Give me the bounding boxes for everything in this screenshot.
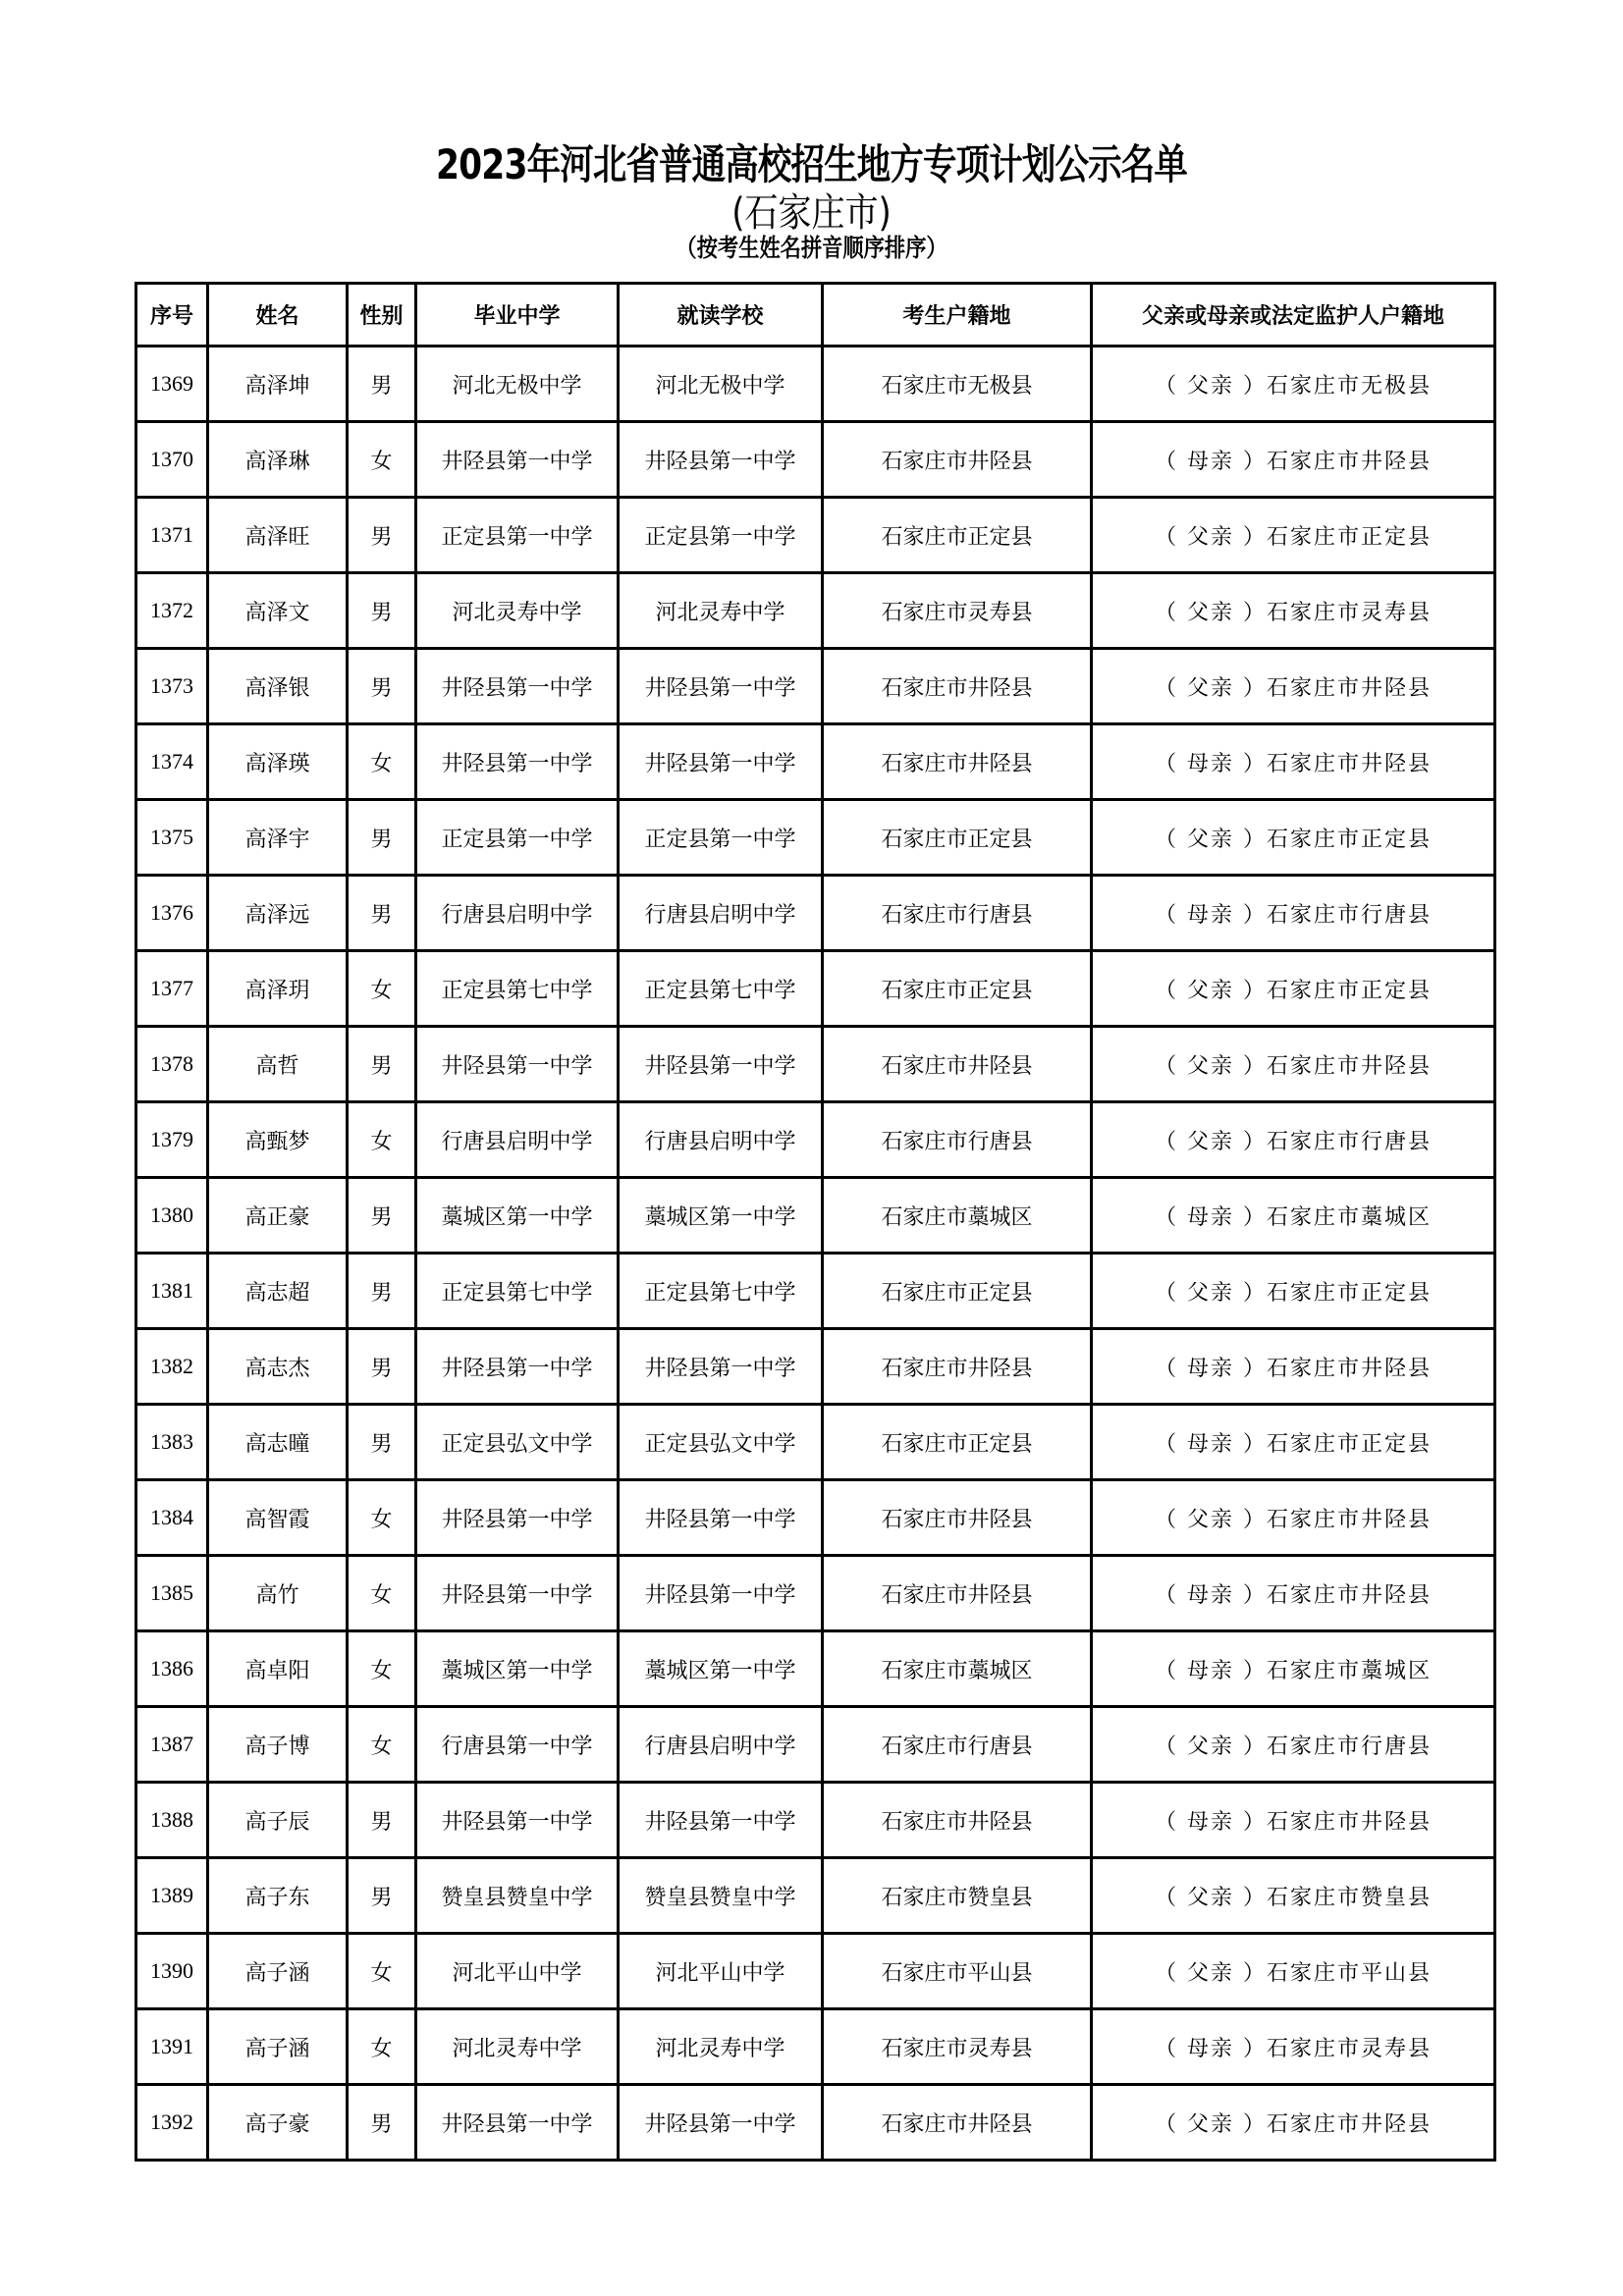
cell-guardian-hukou: （ 父亲 ）石家庄市正定县 [1092,498,1495,573]
cell-guardian-hukou: （ 父亲 ）石家庄市行唐县 [1092,1102,1495,1178]
table-row [136,1254,1495,1329]
header-grad-school: 毕业中学 [416,284,619,347]
table-row [136,1102,1495,1178]
cell-name: 高志超 [208,1254,348,1329]
cell-no: 1372 [136,573,208,649]
cell-current-school: 井陉县第一中学 [619,1027,823,1102]
cell-guardian-hukou: （ 父亲 ）石家庄市无极县 [1092,347,1495,422]
cell-no: 1374 [136,724,208,800]
cell-hukou: 石家庄市井陉县 [823,1783,1092,1858]
table-row [136,498,1495,573]
cell-guardian-hukou: （ 父亲 ）石家庄市行唐县 [1092,1707,1495,1783]
cell-name: 高子豪 [208,2085,348,2161]
cell-name: 高泽玥 [208,951,348,1027]
cell-grad-school: 井陉县第一中学 [416,1027,619,1102]
cell-name: 高泽旺 [208,498,348,573]
table-row [136,1707,1495,1783]
sort-note: （按考生姓名拼音顺序排序） [676,234,947,262]
cell-name: 高智霞 [208,1480,348,1556]
cell-grad-school: 正定县第一中学 [416,498,619,573]
cell-hukou: 石家庄市赞皇县 [823,1858,1092,1934]
cell-hukou: 石家庄市正定县 [823,498,1092,573]
cell-no: 1371 [136,498,208,573]
cell-no: 1384 [136,1480,208,1556]
cell-grad-school: 河北平山中学 [416,1934,619,2009]
cell-gender: 男 [348,1858,416,1934]
cell-name: 高泽琳 [208,422,348,498]
table-row [136,1480,1495,1556]
cell-no: 1379 [136,1102,208,1178]
cell-no: 1387 [136,1707,208,1783]
cell-gender: 男 [348,649,416,724]
cell-name: 高泽银 [208,649,348,724]
cell-grad-school: 井陉县第一中学 [416,1783,619,1858]
cell-grad-school: 正定县第七中学 [416,1254,619,1329]
cell-current-school: 正定县第一中学 [619,498,823,573]
cell-grad-school: 赞皇县赞皇中学 [416,1858,619,1934]
cell-hukou: 石家庄市井陉县 [823,649,1092,724]
cell-hukou: 石家庄市井陉县 [823,1027,1092,1102]
table-row [136,1556,1495,1631]
cell-name: 高泽瑛 [208,724,348,800]
table-row [136,1329,1495,1405]
cell-gender: 女 [348,1934,416,2009]
cell-gender: 女 [348,422,416,498]
cell-guardian-hukou: （ 母亲 ）石家庄市井陉县 [1092,1783,1495,1858]
cell-hukou: 石家庄市藁城区 [823,1631,1092,1707]
table-row [136,1783,1495,1858]
cell-name: 高子辰 [208,1783,348,1858]
cell-guardian-hukou: （ 母亲 ）石家庄市井陉县 [1092,724,1495,800]
header-guardian-hukou: 父亲或母亲或法定监护人户籍地 [1092,284,1495,347]
table-row [136,2085,1495,2161]
cell-no: 1380 [136,1178,208,1254]
cell-guardian-hukou: （ 母亲 ）石家庄市正定县 [1092,1405,1495,1480]
cell-no: 1392 [136,2085,208,2161]
cell-no: 1377 [136,951,208,1027]
cell-hukou: 石家庄市正定县 [823,1405,1092,1480]
cell-no: 1385 [136,1556,208,1631]
cell-current-school: 行唐县启明中学 [619,1102,823,1178]
cell-guardian-hukou: （ 父亲 ）石家庄市正定县 [1092,951,1495,1027]
cell-no: 1383 [136,1405,208,1480]
cell-no: 1390 [136,1934,208,2009]
cell-guardian-hukou: （ 父亲 ）石家庄市赞皇县 [1092,1858,1495,1934]
cell-grad-school: 行唐县启明中学 [416,876,619,951]
cell-gender: 女 [348,1631,416,1707]
header-hukou: 考生户籍地 [823,284,1092,347]
cell-no: 1376 [136,876,208,951]
cell-grad-school: 井陉县第一中学 [416,2085,619,2161]
cell-no: 1378 [136,1027,208,1102]
cell-guardian-hukou: （ 父亲 ）石家庄市平山县 [1092,1934,1495,2009]
cell-grad-school: 正定县弘文中学 [416,1405,619,1480]
cell-current-school: 行唐县启明中学 [619,1707,823,1783]
cell-guardian-hukou: （ 母亲 ）石家庄市井陉县 [1092,1556,1495,1631]
cell-current-school: 井陉县第一中学 [619,1556,823,1631]
document-title: 2023年河北省普通高校招生地方专项计划公示名单 [436,140,1187,188]
cell-current-school: 井陉县第一中学 [619,724,823,800]
cell-gender: 男 [348,876,416,951]
cell-name: 高子博 [208,1707,348,1783]
cell-grad-school: 河北灵寿中学 [416,573,619,649]
cell-grad-school: 井陉县第一中学 [416,1480,619,1556]
cell-hukou: 石家庄市无极县 [823,347,1092,422]
cell-grad-school: 河北灵寿中学 [416,2009,619,2085]
cell-current-school: 井陉县第一中学 [619,2085,823,2161]
table-row [136,951,1495,1027]
cell-gender: 女 [348,1480,416,1556]
cell-no: 1375 [136,800,208,876]
cell-hukou: 石家庄市正定县 [823,1254,1092,1329]
cell-current-school: 井陉县第一中学 [619,649,823,724]
cell-guardian-hukou: （ 父亲 ）石家庄市灵寿县 [1092,573,1495,649]
cell-grad-school: 井陉县第一中学 [416,1329,619,1405]
cell-guardian-hukou: （ 母亲 ）石家庄市行唐县 [1092,876,1495,951]
cell-hukou: 石家庄市井陉县 [823,422,1092,498]
cell-current-school: 井陉县第一中学 [619,1329,823,1405]
cell-gender: 男 [348,1405,416,1480]
cell-name: 高子涵 [208,1934,348,2009]
cell-current-school: 正定县第一中学 [619,800,823,876]
cell-grad-school: 行唐县启明中学 [416,1102,619,1178]
cell-no: 1386 [136,1631,208,1707]
cell-name: 高竹 [208,1556,348,1631]
cell-gender: 男 [348,1178,416,1254]
cell-hukou: 石家庄市井陉县 [823,1480,1092,1556]
cell-current-school: 正定县第七中学 [619,1254,823,1329]
cell-hukou: 石家庄市行唐县 [823,1707,1092,1783]
table-row [136,1934,1495,2009]
cell-gender: 男 [348,347,416,422]
cell-gender: 男 [348,498,416,573]
cell-guardian-hukou: （ 父亲 ）石家庄市井陉县 [1092,1027,1495,1102]
table-row [136,724,1495,800]
table-row [136,2009,1495,2085]
cell-grad-school: 井陉县第一中学 [416,724,619,800]
cell-name: 高哲 [208,1027,348,1102]
cell-grad-school: 河北无极中学 [416,347,619,422]
cell-current-school: 行唐县启明中学 [619,876,823,951]
cell-guardian-hukou: （ 父亲 ）石家庄市正定县 [1092,1254,1495,1329]
cell-gender: 女 [348,951,416,1027]
cell-current-school: 河北平山中学 [619,1934,823,2009]
table-row [136,1858,1495,1934]
header-name: 姓名 [208,284,348,347]
cell-gender: 男 [348,573,416,649]
cell-guardian-hukou: （ 父亲 ）石家庄市井陉县 [1092,2085,1495,2161]
cell-guardian-hukou: （ 母亲 ）石家庄市井陉县 [1092,422,1495,498]
cell-current-school: 井陉县第一中学 [619,422,823,498]
cell-hukou: 石家庄市灵寿县 [823,573,1092,649]
header-current-school: 就读学校 [619,284,823,347]
cell-grad-school: 藁城区第一中学 [416,1631,619,1707]
cell-current-school: 正定县第七中学 [619,951,823,1027]
cell-name: 高正豪 [208,1178,348,1254]
cell-gender: 男 [348,2085,416,2161]
cell-name: 高泽远 [208,876,348,951]
cell-name: 高卓阳 [208,1631,348,1707]
cell-gender: 男 [348,800,416,876]
table-row [136,347,1495,422]
cell-gender: 女 [348,1556,416,1631]
table-row [136,800,1495,876]
cell-gender: 男 [348,1783,416,1858]
cell-hukou: 石家庄市行唐县 [823,876,1092,951]
cell-name: 高志曈 [208,1405,348,1480]
table-row [136,573,1495,649]
cell-grad-school: 行唐县第一中学 [416,1707,619,1783]
cell-current-school: 藁城区第一中学 [619,1631,823,1707]
table-row [136,1027,1495,1102]
table-header-row [136,284,1495,347]
cell-no: 1381 [136,1254,208,1329]
cell-guardian-hukou: （ 母亲 ）石家庄市灵寿县 [1092,2009,1495,2085]
table-row [136,649,1495,724]
cell-current-school: 井陉县第一中学 [619,1783,823,1858]
cell-no: 1382 [136,1329,208,1405]
cell-gender: 女 [348,1707,416,1783]
cell-hukou: 石家庄市井陉县 [823,1556,1092,1631]
cell-name: 高志杰 [208,1329,348,1405]
cell-guardian-hukou: （ 父亲 ）石家庄市井陉县 [1092,1480,1495,1556]
document-subtitle: (石家庄市) [731,190,892,236]
cell-current-school: 赞皇县赞皇中学 [619,1858,823,1934]
cell-grad-school: 井陉县第一中学 [416,1556,619,1631]
cell-name: 高子涵 [208,2009,348,2085]
table-row [136,1405,1495,1480]
cell-gender: 男 [348,1329,416,1405]
cell-hukou: 石家庄市井陉县 [823,724,1092,800]
cell-grad-school: 藁城区第一中学 [416,1178,619,1254]
cell-grad-school: 井陉县第一中学 [416,649,619,724]
cell-current-school: 正定县弘文中学 [619,1405,823,1480]
cell-hukou: 石家庄市正定县 [823,951,1092,1027]
cell-no: 1373 [136,649,208,724]
cell-name: 高甄梦 [208,1102,348,1178]
cell-guardian-hukou: （ 父亲 ）石家庄市正定县 [1092,800,1495,876]
cell-current-school: 藁城区第一中学 [619,1178,823,1254]
cell-current-school: 井陉县第一中学 [619,1480,823,1556]
cell-grad-school: 正定县第七中学 [416,951,619,1027]
cell-gender: 女 [348,724,416,800]
header-gender: 性别 [348,284,416,347]
cell-gender: 男 [348,1254,416,1329]
table-row [136,422,1495,498]
cell-guardian-hukou: （ 母亲 ）石家庄市藁城区 [1092,1631,1495,1707]
cell-hukou: 石家庄市藁城区 [823,1178,1092,1254]
cell-guardian-hukou: （ 母亲 ）石家庄市藁城区 [1092,1178,1495,1254]
candidate-table [135,282,1496,2162]
cell-hukou: 石家庄市井陉县 [823,1329,1092,1405]
cell-current-school: 河北灵寿中学 [619,2009,823,2085]
cell-name: 高泽宇 [208,800,348,876]
cell-hukou: 石家庄市灵寿县 [823,2009,1092,2085]
table-row [136,1178,1495,1254]
cell-no: 1388 [136,1783,208,1858]
cell-hukou: 石家庄市平山县 [823,1934,1092,2009]
cell-grad-school: 正定县第一中学 [416,800,619,876]
cell-name: 高子东 [208,1858,348,1934]
cell-current-school: 河北无极中学 [619,347,823,422]
cell-name: 高泽坤 [208,347,348,422]
cell-hukou: 石家庄市正定县 [823,800,1092,876]
table-row [136,876,1495,951]
cell-no: 1389 [136,1858,208,1934]
cell-guardian-hukou: （ 父亲 ）石家庄市井陉县 [1092,649,1495,724]
cell-no: 1369 [136,347,208,422]
cell-gender: 男 [348,1027,416,1102]
cell-no: 1391 [136,2009,208,2085]
cell-hukou: 石家庄市井陉县 [823,2085,1092,2161]
table-row [136,1631,1495,1707]
cell-current-school: 河北灵寿中学 [619,573,823,649]
cell-grad-school: 井陉县第一中学 [416,422,619,498]
cell-hukou: 石家庄市行唐县 [823,1102,1092,1178]
cell-name: 高泽文 [208,573,348,649]
cell-guardian-hukou: （ 母亲 ）石家庄市井陉县 [1092,1329,1495,1405]
cell-gender: 女 [348,2009,416,2085]
cell-no: 1370 [136,422,208,498]
cell-gender: 女 [348,1102,416,1178]
header-no: 序号 [136,284,208,347]
